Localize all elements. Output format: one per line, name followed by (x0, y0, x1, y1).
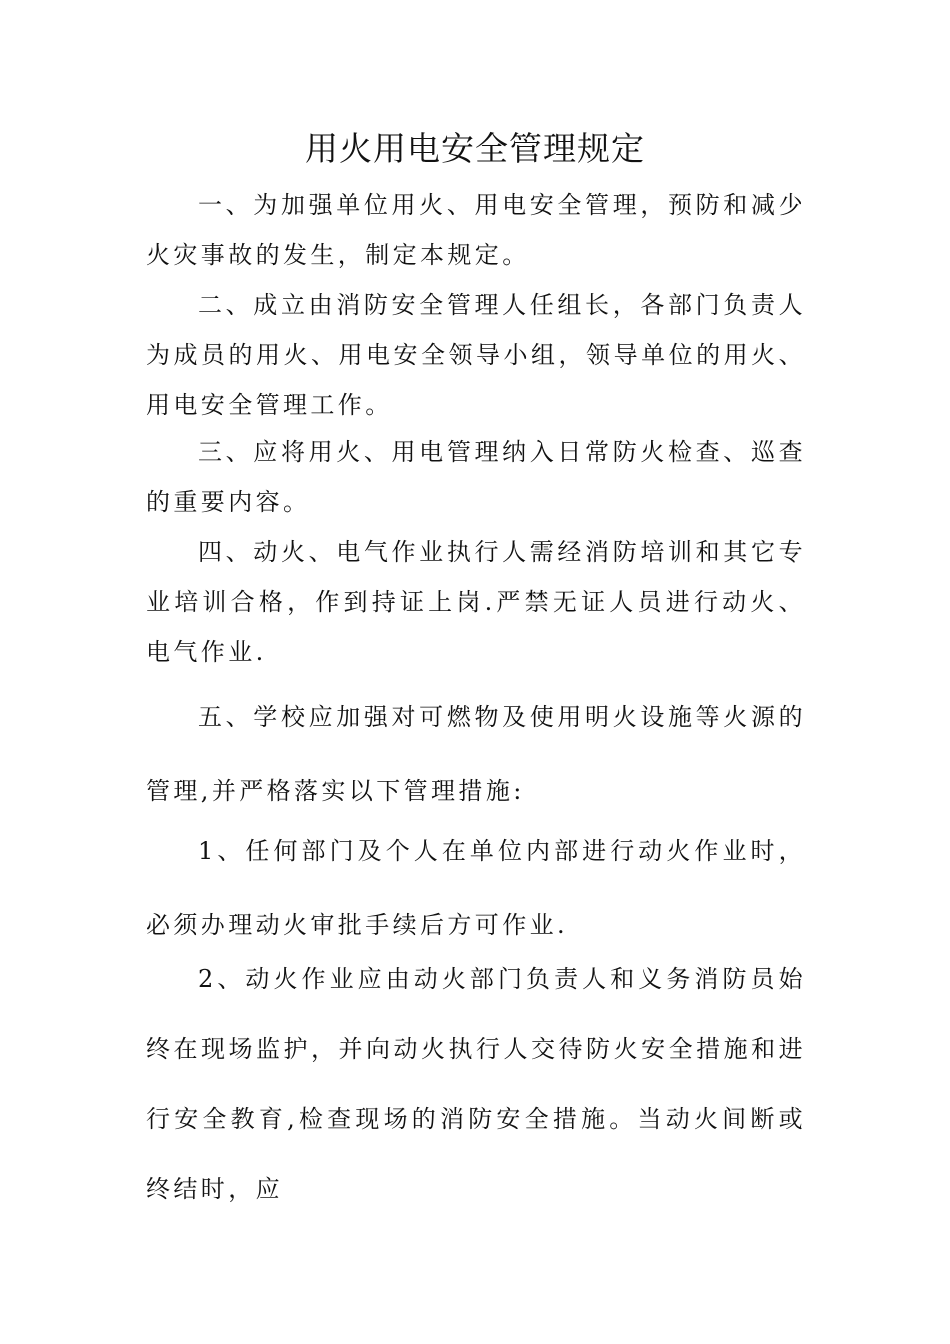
paragraph-5: 五、学校应加强对可燃物及使用明火设施等火源的管理,并严格落实以下管理措施: (146, 703, 806, 805)
paragraph-4: 四、动火、电气作业执行人需经消防培训和其它专业培训合格，作到持证上岗.严禁无证人员进行动火、电气作业. (146, 538, 806, 666)
paragraph-3: 三、应将用火、用电管理纳入日常防火检查、巡查的重要内容。 (146, 438, 806, 516)
paragraph-7: 2、动火作业应由动火部门负责人和义务消防员始终在现场监护，并向动火执行人交待防火安全措施和进行安全教育,检查现场的消防安全措施。当动火间断或终结时，应 (146, 965, 806, 1203)
paragraph-1: 一、为加强单位用火、用电安全管理，预防和减少火灾事故的发生，制定本规定。 (146, 191, 806, 269)
paragraph-2: 二、成立由消防安全管理人任组长，各部门负责人为成员的用火、用电安全领导小组，领导单位的用火、用电安全管理工作。 (146, 291, 806, 419)
paragraph-6: 1、任何部门及个人在单位内部进行动火作业时，必须办理动火审批手续后方可作业. (146, 837, 806, 939)
document-title: 用火用电安全管理规定 (305, 129, 645, 168)
